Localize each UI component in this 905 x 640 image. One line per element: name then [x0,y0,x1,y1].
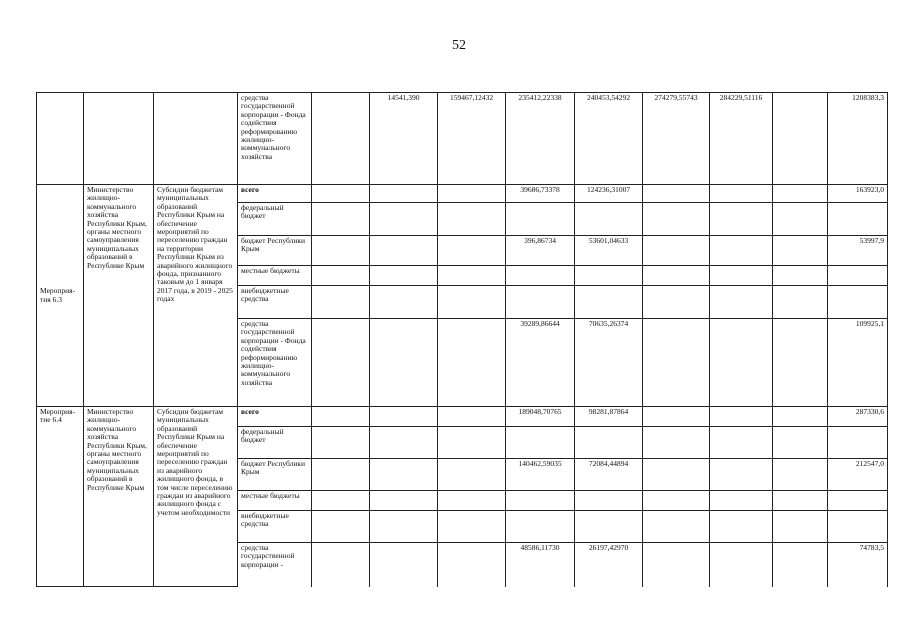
executor-cell: Министерство жилищно-коммунального хозяйства Республики Крым, органы местного самоуправления муниципальных образований в Республике Крым [84,407,154,587]
value-cell: 140462,59035 [506,459,575,491]
funding-source: федеральный бюджет [238,427,312,459]
value-cell: 70635,26374 [575,319,643,407]
table-row [37,185,888,203]
value-cell [575,511,643,543]
total-cell: 1208383,3 [828,93,888,185]
value-cell: 39289,86644 [506,319,575,407]
value-cell [575,491,643,511]
funding-source: местные бюджеты [238,491,312,511]
value-cell: 124236,31007 [575,185,643,203]
total-cell: 109925,1 [828,319,888,407]
total-cell [828,511,888,543]
funding-source: бюджет Республики Крым [238,236,312,266]
description-cell: Субсидии бюджетам муниципальных образований Республики Крым на обеспечение мероприятий по переселению граждан из аварийного жилищного фонда, в том числе переселению граждан из аварийного жилищного фонда с учетом необходимости [154,407,238,587]
executor-cell: Министерство жилищно-коммунального хозяйства Республики Крым, органы местного самоуправления муниципальных образований в Республике Крым [84,185,154,407]
value-cell [506,427,575,459]
value-cell: 274279,55743 [643,93,710,185]
value-cell: 235412,22338 [506,93,575,185]
funding-source: всего [238,185,312,203]
total-cell [828,286,888,319]
funding-source: средства государственной корпорации - [238,543,312,587]
budget-table [36,92,888,587]
value-cell: 14541,390 [370,93,438,185]
funding-source: средства государственной корпорации - Фонда содействия реформированию жилищно-коммунального хозяйства [238,93,312,185]
total-cell [828,491,888,511]
value-cell: 26197,42970 [575,543,643,587]
value-cell: 53601,04633 [575,236,643,266]
value-cell [506,203,575,236]
total-cell [828,427,888,459]
measure-label: Мероприя-тие 6.4 [37,407,84,587]
total-cell: 74783,5 [828,543,888,587]
total-cell [828,203,888,236]
table-row [37,93,888,185]
funding-source: всего [238,407,312,427]
value-cell [575,266,643,286]
funding-source: средства государственной корпорации - Фонда содействия реформированию жилищно-коммунального хозяйства [238,319,312,407]
table-row [37,407,888,427]
value-cell: 284229,51116 [710,93,773,185]
funding-source: местные бюджеты [238,266,312,286]
value-cell: 189048,70765 [506,407,575,427]
value-cell: 396,86734 [506,236,575,266]
total-cell: 163923,0 [828,185,888,203]
total-cell: 287330,6 [828,407,888,427]
value-cell [506,266,575,286]
funding-source: федеральный бюджет [238,203,312,236]
funding-source: внебюджетные средства [238,511,312,543]
total-cell: 53997,9 [828,236,888,266]
value-cell [506,511,575,543]
value-cell [575,427,643,459]
value-cell: 159467,12432 [438,93,506,185]
funding-source: бюджет Республики Крым [238,459,312,491]
value-cell [506,286,575,319]
value-cell [575,286,643,319]
value-cell [575,203,643,236]
description-cell: Субсидии бюджетам муниципальных образований Республики Крым на обеспечение мероприятий по переселению граждан на территории Республики Крым из аварийного жилищного фонда, признанного таковым до 1 января 2017 года, в 2019 - 2025 годах [154,185,238,407]
value-cell [506,491,575,511]
value-cell: 72084,44894 [575,459,643,491]
value-cell: 39686,73378 [506,185,575,203]
funding-source: внебюджетные средства [238,286,312,319]
value-cell: 48586,11730 [506,543,575,587]
value-cell: 240453,54292 [575,93,643,185]
total-cell [828,266,888,286]
page-number: 52 [452,38,466,53]
value-cell: 98281,87864 [575,407,643,427]
total-cell: 212547,0 [828,459,888,491]
measure-label: Мероприя-тия 6.3 [37,185,84,407]
